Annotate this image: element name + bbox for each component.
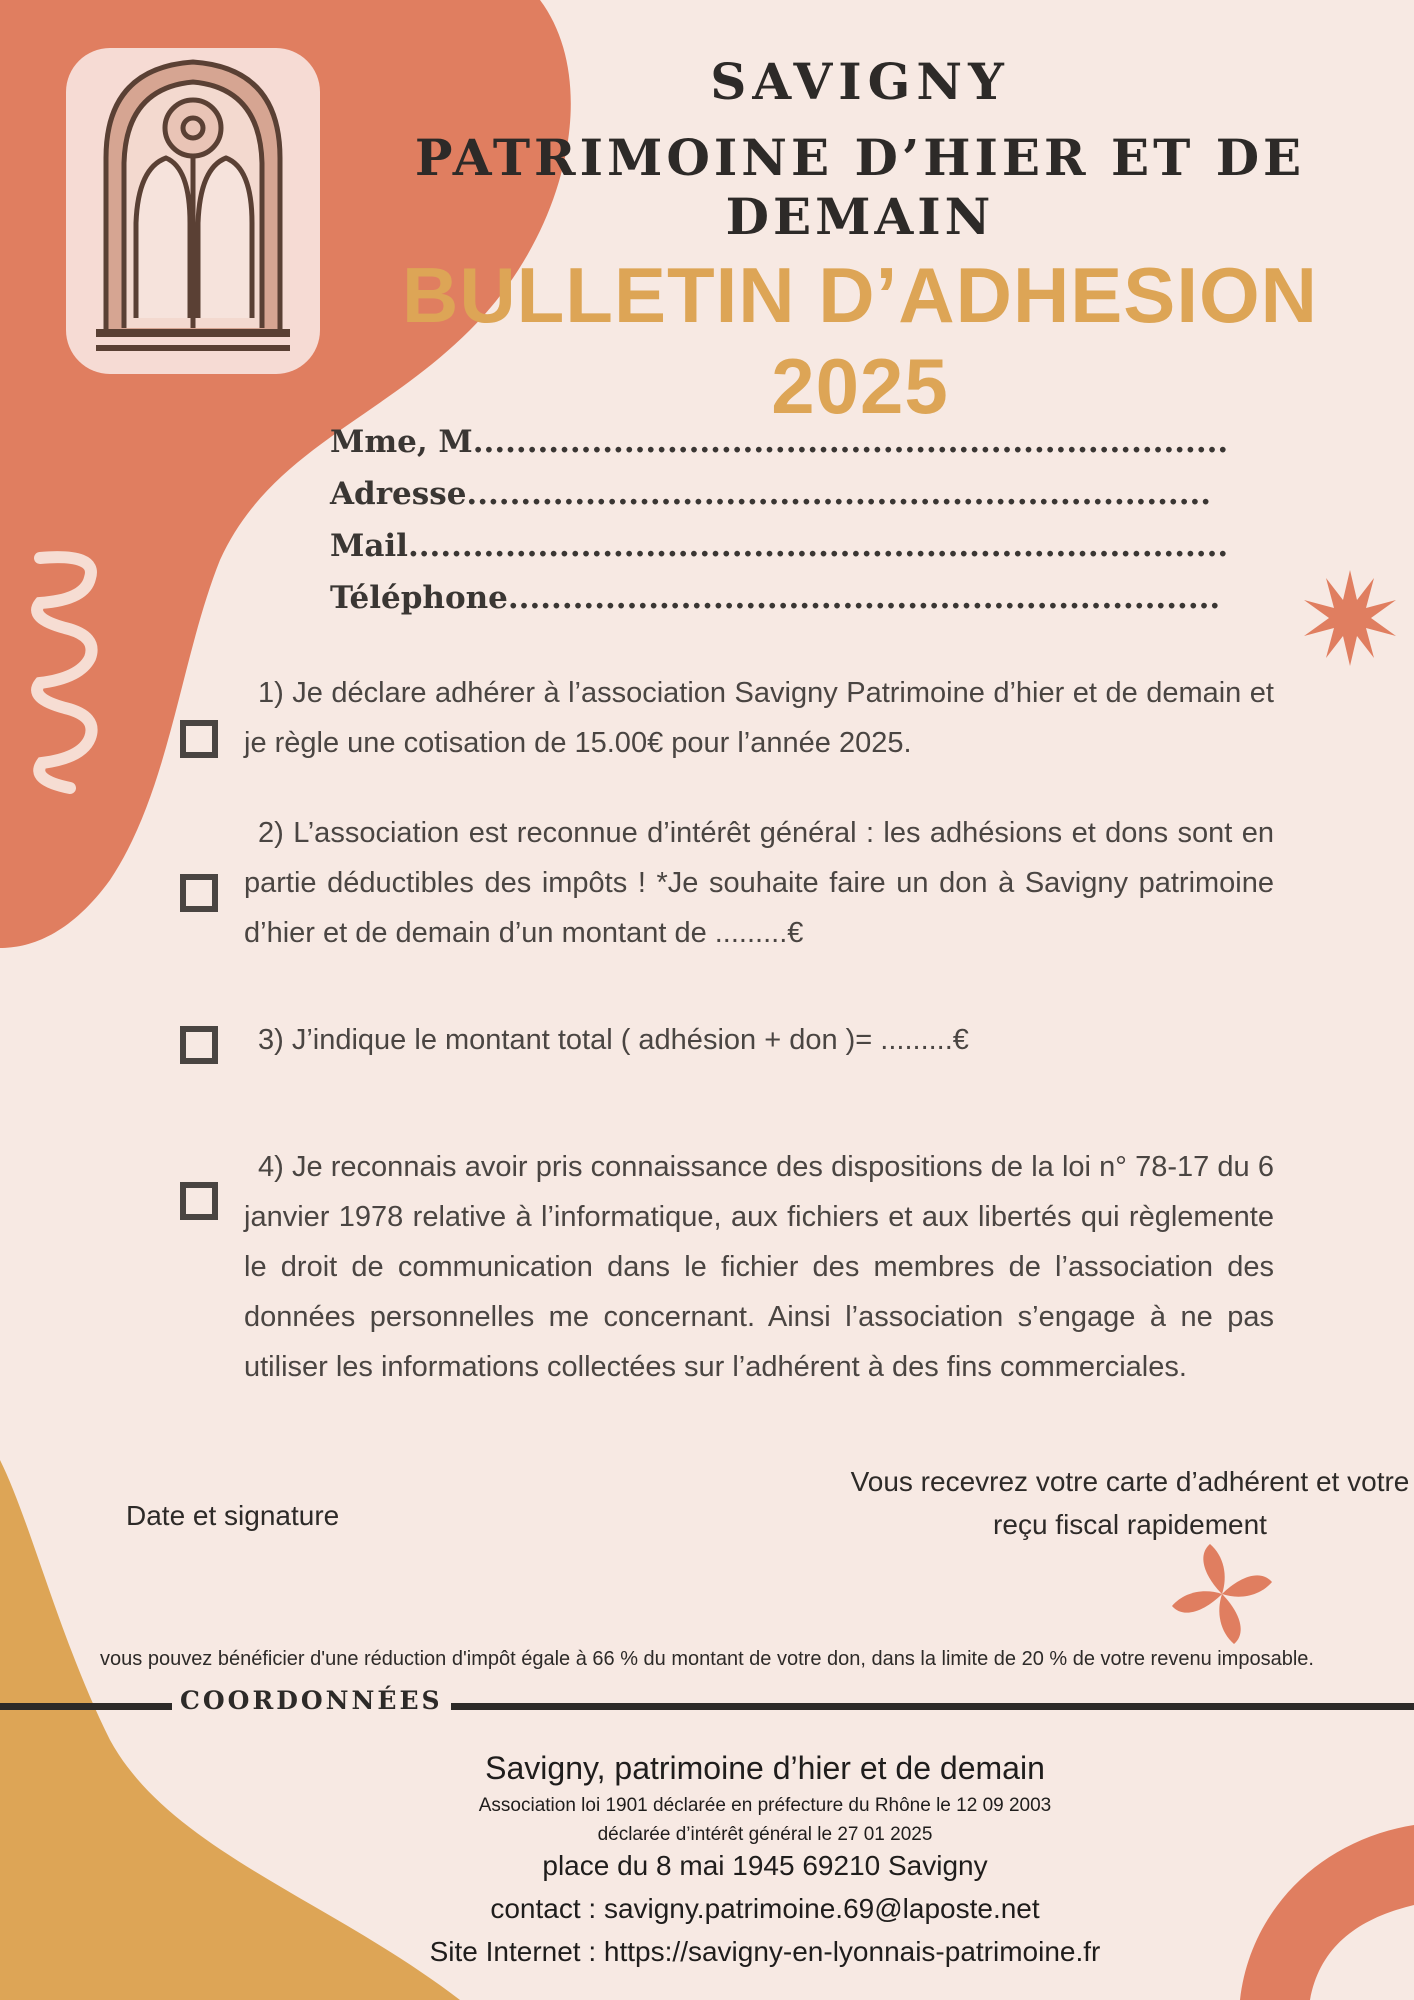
item-membership: 1) Je déclare adhérer à l’association Savigny Patrimoine d’hier et de demain et je règle une cotisation de 15.00€ pour l’année 2025. (244, 677, 1274, 759)
terracotta-blob-bottom (1240, 1825, 1414, 2000)
coordinates-label: COORDONNÉES (172, 1686, 451, 1715)
gothic-window-icon (66, 48, 320, 374)
org-name: Savigny, patrimoine d’hier et de demain (485, 1750, 1045, 1786)
starburst-icon (1302, 570, 1398, 666)
field-mail[interactable]: Mail............................................................................ (330, 528, 1229, 564)
checkbox-donation[interactable] (180, 874, 218, 912)
tax-notice: vous pouvez bénéficier d'une réduction d'impôt égale à 66 % du montant de votre don, dans la limite de 20 % de votre revenu imposable. (100, 1648, 1314, 1670)
postal-address: place du 8 mai 1945 69210 Savigny (542, 1850, 988, 1881)
form-title: BULLETIN D’ADHESION 2025 (402, 251, 1318, 430)
item-data-consent: 4) Je reconnais avoir pris connaissance des dispositions de la loi n° 78-17 du 6 janvier 1978 relative à l’informatique, aux fichiers et aux libertés qui règlemente le droit de communication dans le fichier des membres de l’association des données personnelles me concernant. Ainsi l’association s’engage à ne pas utiliser les informations collectées sur l’adhérent à des fins commerciales. (244, 1151, 1274, 1383)
general-interest-info: déclarée d’intérêt général le 27 01 2025 (597, 1824, 933, 1845)
squiggle-icon (30, 548, 100, 798)
item-donation: 2) L’association est reconnue d’intérêt général : les adhésions et dons sont en partie déductibles des impôts ! *Je souhaite faire un don à Savigny patrimoine d’hier et de demain d’un montant de .........€ (244, 817, 1274, 949)
checkbox-data-consent[interactable] (180, 1182, 218, 1220)
checkbox-total[interactable] (180, 1026, 218, 1064)
registration-info: Association loi 1901 déclarée en préfecture du Rhône le 12 09 2003 (478, 1795, 1052, 1816)
signature-label: Date et signature (126, 1500, 340, 1531)
website-link[interactable]: Site Internet : https://savigny-en-lyonnais-patrimoine.fr (429, 1936, 1101, 1967)
field-address[interactable]: Adresse..................................................................... (330, 476, 1212, 512)
card-notice: Vous recevrez votre carte d’adhérent et votre reçu fiscal rapidement (850, 1466, 1410, 1540)
item-total: 3) J’indique le montant total ( adhésion + don )= .........€ (258, 1024, 969, 1056)
association-name-line1: SAVIGNY (710, 52, 1010, 111)
association-name-line2: PATRIMOINE D’HIER ET DE DEMAIN (414, 128, 1306, 246)
checkbox-membership[interactable] (180, 720, 218, 758)
petal-flower-icon (1166, 1538, 1278, 1650)
field-name[interactable]: Mme, M...................................................................... (330, 424, 1229, 460)
contact-email[interactable]: contact : savigny.patrimoine.69@laposte.net (490, 1893, 1040, 1924)
field-phone[interactable]: Téléphone.................................................................. (330, 580, 1221, 616)
